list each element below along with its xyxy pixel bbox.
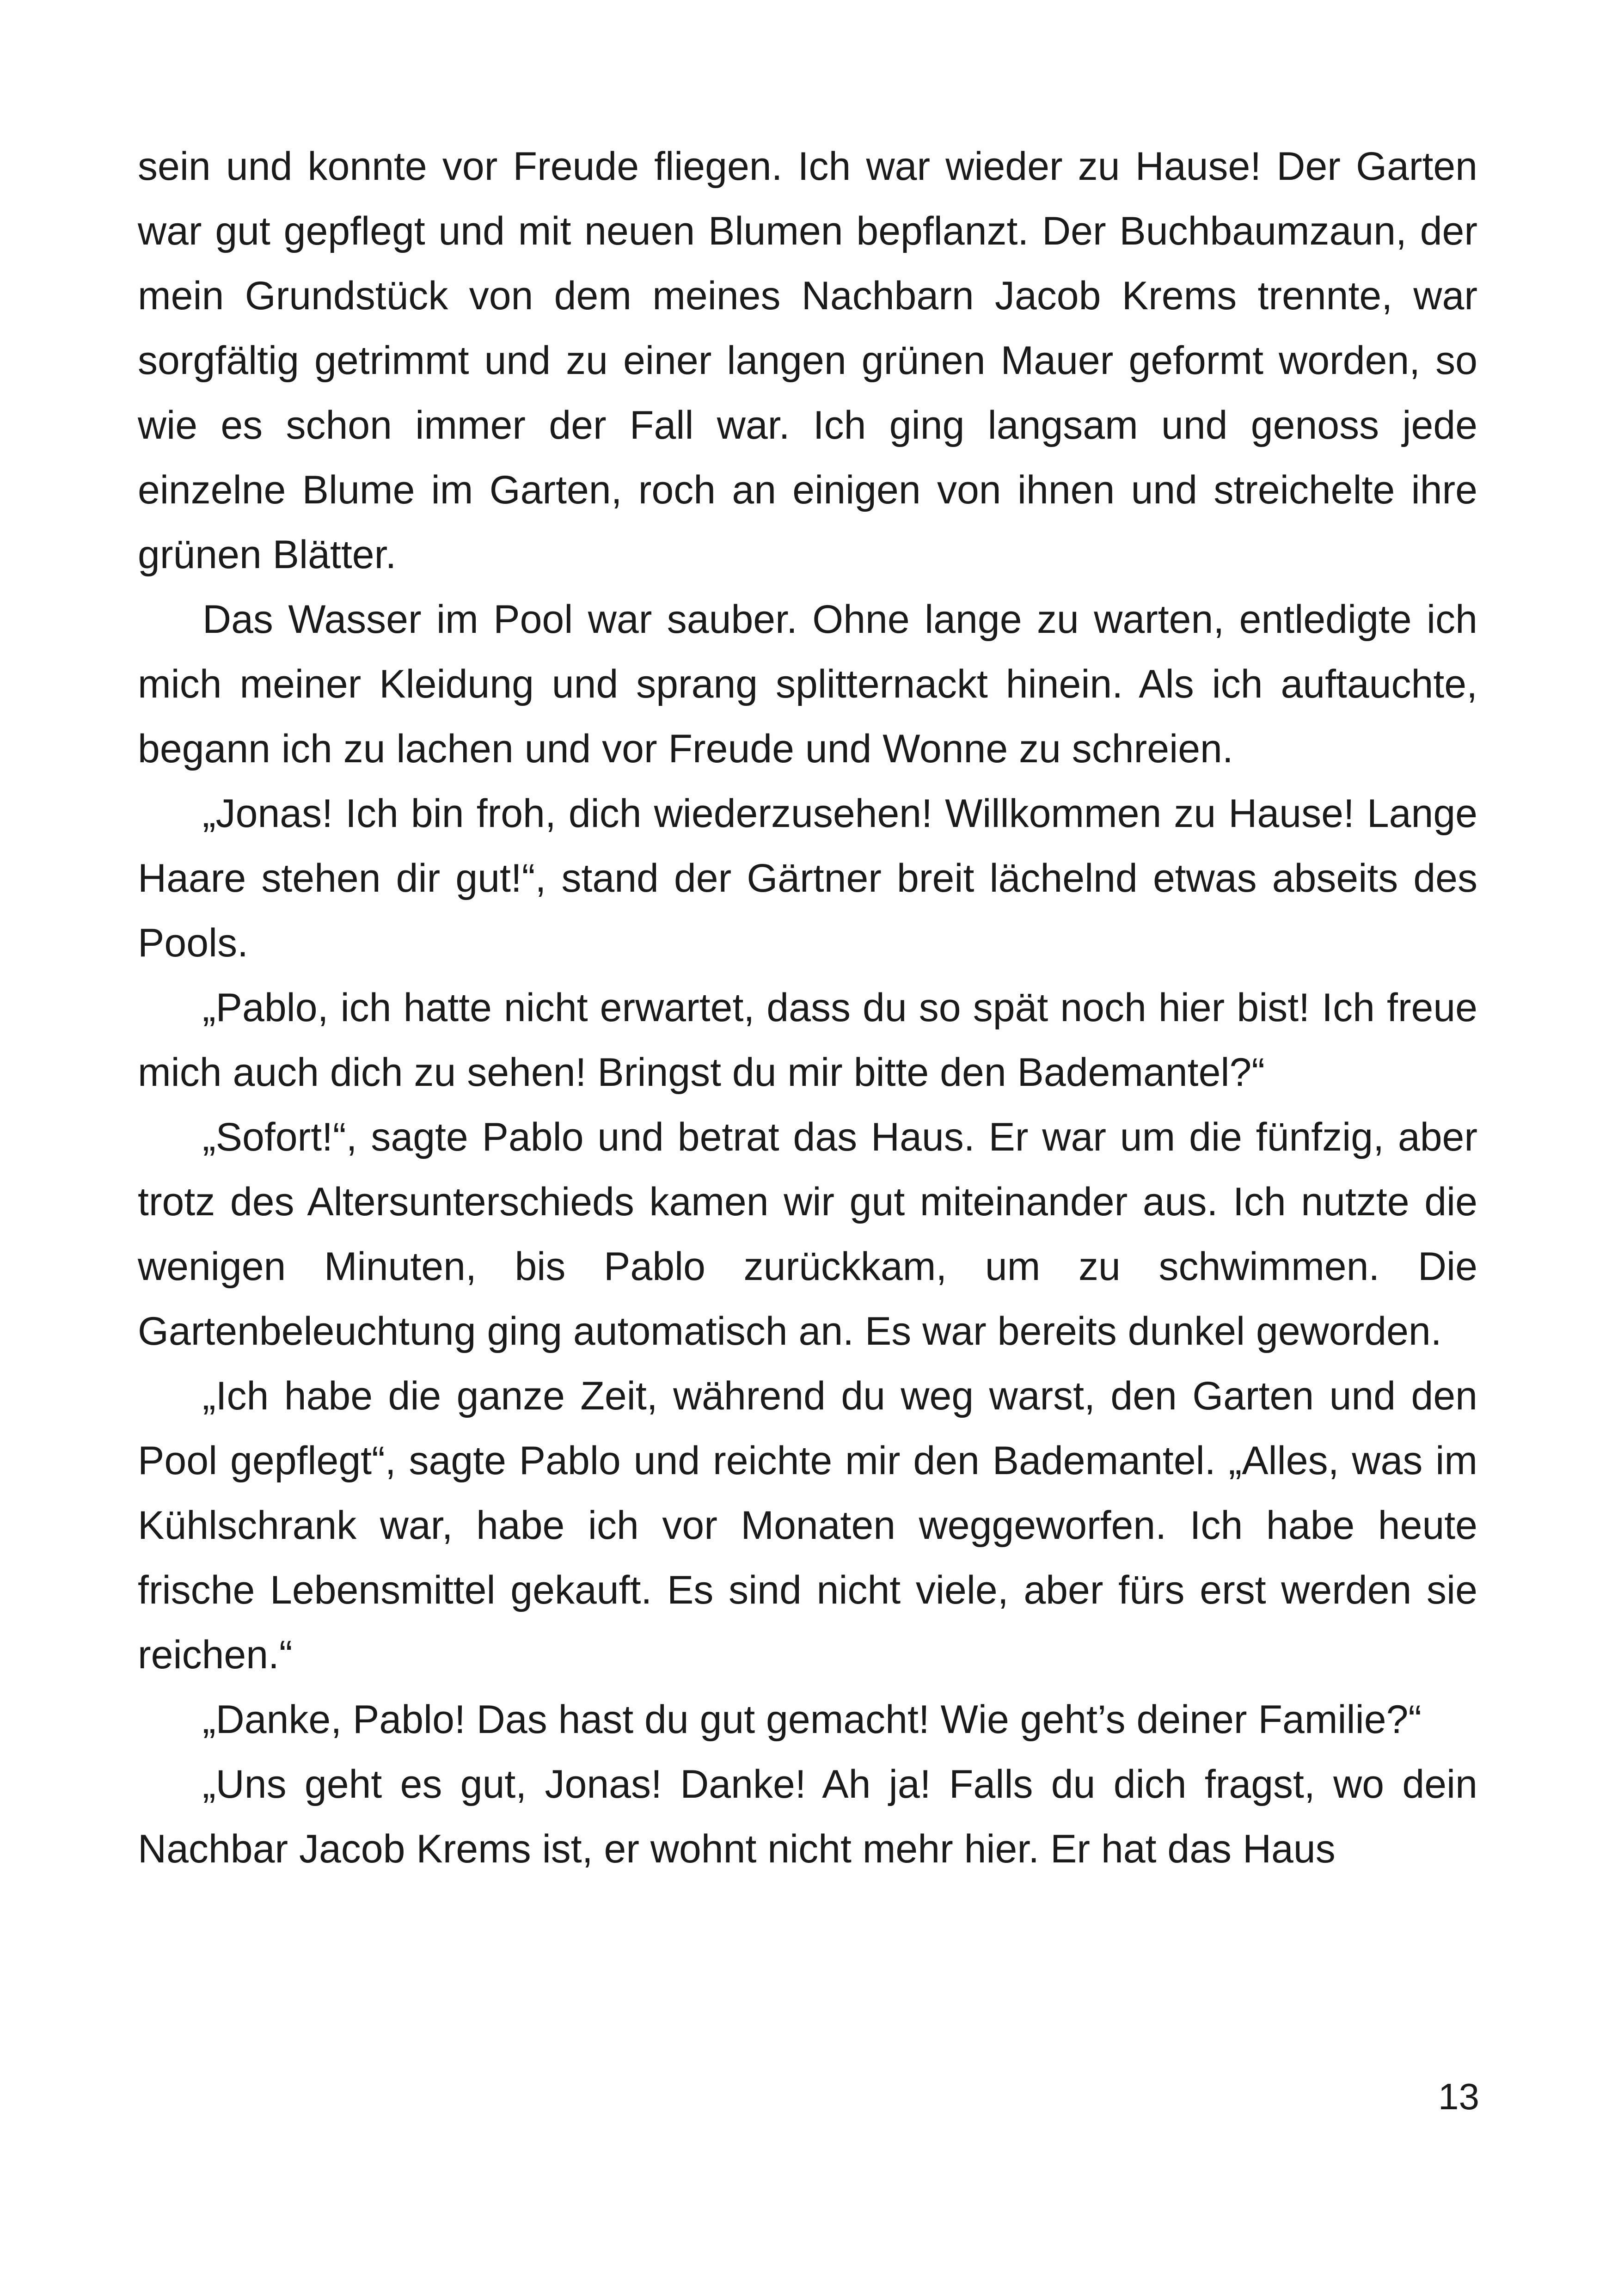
body-text [138,134,1477,1881]
paragraph: „Danke, Pablo! Das hast du gut gemacht! Wie geht’s deiner Familie?“ [202,1697,1422,1742]
paragraph: sein und konnte vor Freude fliegen. Ich war wieder zu Hause! Der Garten war gut gepflegt und mit neuen Blumen bepflanzt. Der Buchbaumzaun, der mein Grundstück von dem meines Nachbarn Jacob Krems trennte, war sorgfältig getrimmt und zu einer langen grünen Mauer geformt worden, so wie es schon immer der Fall war. Ich ging langsam und genoss jede einzelne Blume im Garten, roch an einigen von ihnen und streichelte ihre grünen Blätter. [138,144,1477,577]
paragraph: Das Wasser im Pool war sauber. Ohne lange zu warten, entledigte ich mich meiner Kleidung und sprang splitternackt hinein. Als ich auftauchte, begann ich zu lachen und vor Freude und Wonne zu schreien. [138,597,1477,771]
paragraph: „Uns geht es gut, Jonas! Danke! Ah ja! Falls du dich fragst, wo dein Nachbar Jacob Krems ist, er wohnt nicht mehr hier. Er hat das Haus [138,1762,1477,1871]
paragraph: „Jonas! Ich bin froh, dich wiederzusehen! Willkommen zu Hause! Lange Haare stehen dir gut!“, stand der Gärtner breit lächelnd etwas abseits des Pools. [138,791,1477,965]
paragraph: „Sofort!“, sagte Pablo und betrat das Haus. Er war um die fünfzig, aber trotz des Altersunterschieds kamen wir gut miteinander aus. Ich nutzte die wenigen Minuten, bis Pablo zurückkam, um zu schwimmen. Die Gartenbeleuchtung ging automatisch an. Es war bereits dunkel geworden. [138,1115,1477,1353]
page-number: 13 [1438,2076,1479,2117]
paragraph: „Pablo, ich hatte nicht erwartet, dass du so spät noch hier bist! Ich freue mich auch dich zu sehen! Bringst du mir bitte den Bademantel?“ [138,986,1477,1095]
paragraph: „Ich habe die ganze Zeit, während du weg warst, den Garten und den Pool gepflegt“, sagte Pablo und reichte mir den Bademantel. „Alles, was im Kühlschrank war, habe ich vor Monaten weggeworfen. Ich habe heute frische Lebensmittel gekauft. Es sind nicht viele, aber fürs erst werden sie reichen.“ [138,1374,1477,1677]
